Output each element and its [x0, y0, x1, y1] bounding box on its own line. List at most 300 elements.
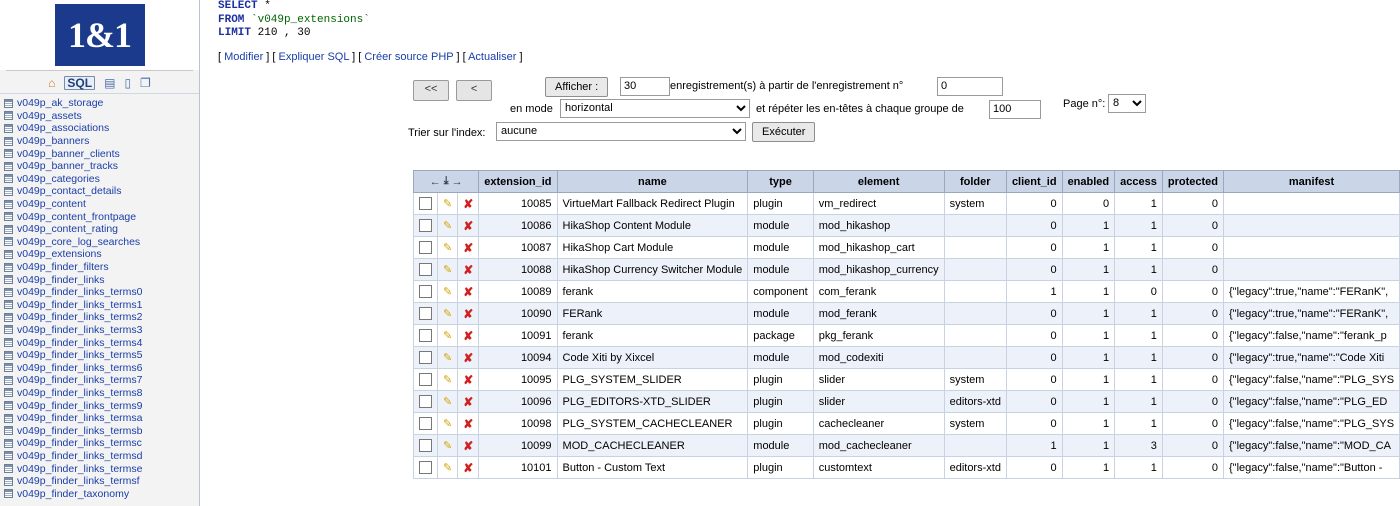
cell-access: 1 [1115, 347, 1163, 369]
list-item[interactable] [0, 424, 199, 437]
bracket: ] [ [263, 50, 279, 63]
cell-name: ferank [557, 325, 748, 347]
sql-line [218, 14, 1230, 28]
table-link[interactable]: v049p_banners [17, 135, 90, 148]
edit-row-cell[interactable] [438, 391, 458, 413]
list-item[interactable] [0, 198, 199, 211]
table-link[interactable]: v049p_finder_filters [17, 261, 109, 274]
prev-page-button[interactable]: < [456, 80, 492, 101]
cell-element: customtext [813, 457, 944, 479]
edit-icon[interactable]: ✎ [443, 308, 453, 320]
row-checkbox[interactable] [419, 219, 432, 232]
table-link[interactable]: v049p_banner_clients [17, 147, 120, 160]
list-item[interactable] [0, 399, 199, 412]
edit-row-cell[interactable] [438, 457, 458, 479]
cell-type: module [748, 435, 813, 457]
cell-client-id: 0 [1006, 413, 1062, 435]
cell-folder [944, 259, 1006, 281]
start-row-input[interactable] [937, 77, 1003, 96]
row-checkbox[interactable] [419, 263, 432, 276]
delete-row-cell[interactable] [458, 413, 479, 435]
cell-manifest: {"legacy":true,"name":"FERanK", [1223, 303, 1399, 325]
table-link[interactable]: v049p_finder_links_terms1 [17, 298, 143, 311]
cell-enabled: 1 [1062, 457, 1115, 479]
page-number-select[interactable] [1108, 94, 1146, 113]
list-item[interactable] [0, 185, 199, 198]
select-left-icon[interactable]: ← [429, 175, 441, 188]
cell-type: plugin [748, 457, 813, 479]
display-mode-select[interactable] [560, 99, 750, 118]
table-icon [4, 338, 13, 347]
table-link[interactable]: v049p_categories [17, 172, 100, 185]
list-item[interactable] [0, 311, 199, 324]
rows-label: enregistrement(s) à partir de l'enregistrement n° [670, 79, 904, 92]
create-php-link[interactable]: Créer source PHP [364, 50, 454, 63]
cell-extension-id: 10090 [479, 303, 557, 325]
list-item[interactable] [0, 475, 199, 488]
table-link[interactable]: v049p_finder_links_terms5 [17, 349, 143, 362]
delete-row-cell[interactable] [458, 369, 479, 391]
delete-icon[interactable]: ✘ [463, 460, 474, 475]
edit-icon[interactable]: ✎ [443, 352, 453, 364]
table-row[interactable] [414, 237, 1400, 259]
sidebar-icon-toolbar [0, 71, 199, 94]
table-link[interactable]: v049p_finder_links_terms0 [17, 286, 143, 299]
row-checkbox[interactable] [419, 461, 432, 474]
cell-name: PLG_SYSTEM_SLIDER [557, 369, 748, 391]
delete-row-cell[interactable] [458, 435, 479, 457]
row-checkbox-cell[interactable] [414, 435, 438, 457]
edit-icon[interactable]: ✎ [443, 374, 453, 386]
edit-icon[interactable]: ✎ [443, 418, 453, 430]
column-header-enabled[interactable]: enabled [1062, 171, 1115, 193]
table-link[interactable]: v049p_finder_links_termsa [17, 412, 143, 425]
table-icon [4, 477, 13, 486]
cell-client-id: 0 [1006, 347, 1062, 369]
row-checkbox[interactable] [419, 285, 432, 298]
table-icon [4, 212, 13, 221]
edit-row-cell[interactable] [438, 193, 458, 215]
table-link[interactable]: v049p_banner_tracks [17, 160, 118, 173]
delete-icon[interactable]: ✘ [463, 306, 474, 321]
table-icon [4, 401, 13, 410]
cell-client-id: 0 [1006, 259, 1062, 281]
row-checkbox-cell[interactable] [414, 303, 438, 325]
table-icon [4, 351, 13, 360]
row-checkbox[interactable] [419, 307, 432, 320]
row-checkbox[interactable] [419, 439, 432, 452]
cell-name: Button - Custom Text [557, 457, 748, 479]
cell-client-id: 0 [1006, 193, 1062, 215]
cell-folder [944, 435, 1006, 457]
list-item[interactable] [0, 349, 199, 362]
cell-folder: system [944, 369, 1006, 391]
list-item[interactable] [0, 223, 199, 236]
sql-keyword: FROM [218, 13, 245, 26]
table-link[interactable]: v049p_content_frontpage [17, 210, 137, 223]
list-item[interactable] [0, 361, 199, 374]
table-icon [4, 388, 13, 397]
edit-row-cell[interactable] [438, 281, 458, 303]
delete-row-cell[interactable] [458, 215, 479, 237]
column-header-name[interactable]: name [557, 171, 748, 193]
delete-icon[interactable]: ✘ [463, 284, 474, 299]
delete-row-cell[interactable] [458, 237, 479, 259]
table-link[interactable]: v049p_finder_links [17, 273, 105, 286]
delete-row-cell[interactable] [458, 193, 479, 215]
table-link[interactable]: v049p_finder_links_terms2 [17, 311, 143, 324]
edit-icon[interactable]: ✎ [443, 396, 453, 408]
cell-element: mod_codexiti [813, 347, 944, 369]
table-row[interactable] [414, 259, 1400, 281]
table-icon [4, 300, 13, 309]
edit-icon[interactable]: ✎ [443, 286, 453, 298]
cell-client-id: 0 [1006, 237, 1062, 259]
cell-access: 1 [1115, 391, 1163, 413]
column-header-element[interactable]: element [813, 171, 944, 193]
edit-row-cell[interactable] [438, 369, 458, 391]
logo-area [0, 0, 199, 70]
cell-manifest: {"legacy":false,"name":"Button - [1223, 457, 1399, 479]
explain-sql-link[interactable]: Expliquer SQL [278, 50, 350, 63]
row-checkbox-cell[interactable] [414, 457, 438, 479]
cell-type: plugin [748, 391, 813, 413]
table-link[interactable]: v049p_content_rating [17, 223, 118, 236]
table-icon [4, 439, 13, 448]
edit-icon[interactable]: ✎ [443, 330, 453, 342]
list-item[interactable] [0, 437, 199, 450]
cell-enabled: 1 [1062, 215, 1115, 237]
table-link[interactable]: v049p_finder_links_termsd [17, 449, 143, 462]
delete-icon[interactable]: ✘ [463, 394, 474, 409]
table-link[interactable]: v049p_finder_links_terms8 [17, 386, 143, 399]
delete-icon[interactable]: ✘ [463, 196, 474, 211]
table-link[interactable]: v049p_ak_storage [17, 97, 104, 110]
column-header-extension-id[interactable]: extension_id [479, 171, 557, 193]
home-icon[interactable]: ⌂ [48, 76, 56, 90]
edit-row-cell[interactable] [438, 435, 458, 457]
list-item[interactable] [0, 374, 199, 387]
delete-row-cell[interactable] [458, 325, 479, 347]
cell-protected: 0 [1162, 303, 1223, 325]
cell-client-id: 0 [1006, 369, 1062, 391]
cell-extension-id: 10095 [479, 369, 557, 391]
edit-row-cell[interactable] [438, 215, 458, 237]
row-checkbox-cell[interactable] [414, 215, 438, 237]
table-link[interactable]: v049p_finder_links_terms4 [17, 336, 143, 349]
row-checkbox[interactable] [419, 417, 432, 430]
cell-manifest: {"legacy":true,"name":"Code Xiti [1223, 347, 1399, 369]
edit-icon[interactable]: ✎ [443, 462, 453, 474]
result-controls [200, 77, 1230, 149]
cell-extension-id: 10087 [479, 237, 557, 259]
list-item[interactable] [0, 135, 199, 148]
cell-extension-id: 10101 [479, 457, 557, 479]
show-button[interactable]: Afficher : [545, 77, 608, 97]
table-icon [4, 363, 13, 372]
table-link[interactable]: v049p_content [17, 198, 86, 211]
edit-row-cell[interactable] [438, 413, 458, 435]
edit-row-cell[interactable] [438, 325, 458, 347]
delete-row-cell[interactable] [458, 391, 479, 413]
table-row[interactable] [414, 457, 1400, 479]
column-header-client-id[interactable]: client_id [1006, 171, 1062, 193]
table-row[interactable] [414, 347, 1400, 369]
cell-protected: 0 [1162, 391, 1223, 413]
cell-extension-id: 10094 [479, 347, 557, 369]
table-link[interactable]: v049p_finder_links_terms9 [17, 399, 143, 412]
list-item[interactable] [0, 299, 199, 312]
sql-text: * [257, 0, 271, 12]
speech-bubble-icon[interactable]: ▯ [124, 76, 132, 90]
column-header-type[interactable]: type [748, 171, 813, 193]
list-item[interactable] [0, 110, 199, 123]
row-checkbox[interactable] [419, 351, 432, 364]
sidebar [0, 0, 200, 506]
table-link[interactable]: v049p_finder_links_terms7 [17, 374, 143, 387]
sql-line [218, 27, 1230, 41]
table-icon [4, 325, 13, 334]
page-number-label: Page n°: [1063, 97, 1106, 110]
cell-folder: system [944, 193, 1006, 215]
list-item[interactable] [0, 160, 199, 173]
refresh-link[interactable]: Actualiser [468, 50, 517, 63]
cell-enabled: 1 [1062, 237, 1115, 259]
cell-manifest: {"legacy":false,"name":"PLG_SYS [1223, 369, 1399, 391]
cell-name: ferank [557, 281, 748, 303]
table-row[interactable] [414, 193, 1400, 215]
sql-icon[interactable]: SQL [64, 76, 95, 90]
table-link[interactable]: v049p_finder_links_termsf [17, 475, 140, 488]
delete-row-cell[interactable] [458, 347, 479, 369]
table-link[interactable]: v049p_extensions [17, 248, 102, 261]
list-item[interactable] [0, 147, 199, 160]
cell-element: com_ferank [813, 281, 944, 303]
delete-row-cell[interactable] [458, 303, 479, 325]
list-item[interactable] [0, 236, 199, 249]
list-item[interactable] [0, 122, 199, 135]
edit-icon[interactable]: ✎ [443, 198, 453, 210]
row-checkbox[interactable] [419, 373, 432, 386]
cell-enabled: 1 [1062, 281, 1115, 303]
table-icon [4, 464, 13, 473]
row-checkbox-cell[interactable] [414, 325, 438, 347]
table-link[interactable]: v049p_core_log_searches [17, 235, 141, 248]
edit-row-cell[interactable] [438, 347, 458, 369]
window-icon[interactable]: ❐ [140, 76, 151, 90]
first-page-button[interactable]: << [413, 80, 449, 101]
edit-icon[interactable]: ✎ [443, 264, 453, 276]
list-item[interactable] [0, 97, 199, 110]
cell-client-id: 0 [1006, 303, 1062, 325]
row-checkbox-cell[interactable] [414, 259, 438, 281]
list-item[interactable] [0, 248, 199, 261]
delete-icon[interactable]: ✘ [463, 350, 474, 365]
table-link[interactable]: v049p_contact_details [17, 185, 122, 198]
row-checkbox-cell[interactable] [414, 237, 438, 259]
results-table-container [413, 170, 1395, 506]
list-item[interactable] [0, 261, 199, 274]
repeat-headers-input[interactable] [989, 100, 1041, 119]
cell-protected: 0 [1162, 369, 1223, 391]
cell-manifest: {"legacy":false,"name":"PLG_SYS [1223, 413, 1399, 435]
edit-icon[interactable]: ✎ [443, 242, 453, 254]
table-row[interactable] [414, 413, 1400, 435]
table-row[interactable] [414, 391, 1400, 413]
table-row[interactable] [414, 215, 1400, 237]
delete-row-cell[interactable] [458, 259, 479, 281]
table-icon [4, 489, 13, 498]
table-row[interactable] [414, 303, 1400, 325]
cell-name: HikaShop Content Module [557, 215, 748, 237]
cell-enabled: 1 [1062, 259, 1115, 281]
delete-icon[interactable]: ✘ [463, 240, 474, 255]
cell-folder [944, 281, 1006, 303]
cell-access: 1 [1115, 215, 1163, 237]
table-link[interactable]: v049p_finder_links_terms3 [17, 323, 143, 336]
cell-manifest: {"legacy":false,"name":"MOD_CA [1223, 435, 1399, 457]
cell-access: 1 [1115, 413, 1163, 435]
sql-keyword: LIMIT [218, 27, 252, 39]
delete-icon[interactable]: ✘ [463, 218, 474, 233]
list-item[interactable] [0, 487, 199, 500]
table-row[interactable] [414, 281, 1400, 303]
cell-enabled: 1 [1062, 435, 1115, 457]
list-item[interactable] [0, 450, 199, 463]
select-right-icon[interactable]: → [451, 175, 463, 188]
delete-row-cell[interactable] [458, 281, 479, 303]
cell-type: package [748, 325, 813, 347]
cell-name: VirtueMart Fallback Redirect Plugin [557, 193, 748, 215]
delete-row-cell[interactable] [458, 457, 479, 479]
table-row[interactable] [414, 369, 1400, 391]
list-item[interactable] [0, 273, 199, 286]
cell-access: 0 [1115, 281, 1163, 303]
main-panel [200, 0, 1395, 506]
cell-type: module [748, 303, 813, 325]
table-link[interactable]: v049p_finder_links_termsb [17, 424, 143, 437]
rows-per-page-input[interactable] [620, 77, 670, 96]
select-down-icon[interactable]: ⤓ [443, 175, 449, 187]
cell-element: vm_redirect [813, 193, 944, 215]
edit-row-cell[interactable] [438, 237, 458, 259]
list-item[interactable] [0, 173, 199, 186]
cell-folder [944, 325, 1006, 347]
list-item[interactable] [0, 462, 199, 475]
table-row[interactable] [414, 435, 1400, 457]
table-link[interactable]: v049p_finder_links_terms6 [17, 361, 143, 374]
cell-extension-id: 10091 [479, 325, 557, 347]
table-icon [4, 237, 13, 246]
documentation-icon[interactable]: ▤ [104, 76, 116, 90]
table-icon [4, 149, 13, 158]
table-link[interactable]: v049p_finder_taxonomy [17, 487, 130, 500]
table-link[interactable]: v049p_finder_links_termse [17, 462, 143, 475]
delete-icon[interactable]: ✘ [463, 262, 474, 277]
cell-type: module [748, 215, 813, 237]
pagination-nav [413, 80, 496, 101]
cell-protected: 0 [1162, 193, 1223, 215]
list-item[interactable] [0, 286, 199, 299]
column-header-access[interactable]: access [1115, 171, 1163, 193]
table-link[interactable]: v049p_assets [17, 109, 82, 122]
cell-folder: editors-xtd [944, 391, 1006, 413]
row-checkbox[interactable] [419, 197, 432, 210]
list-item[interactable] [0, 324, 199, 337]
cell-enabled: 1 [1062, 303, 1115, 325]
delete-icon[interactable]: ✘ [463, 438, 474, 453]
column-header-protected[interactable]: protected [1162, 171, 1223, 193]
edit-row-cell[interactable] [438, 259, 458, 281]
cell-folder [944, 215, 1006, 237]
row-checkbox[interactable] [419, 241, 432, 254]
delete-icon[interactable]: ✘ [463, 372, 474, 387]
cell-name: PLG_EDITORS-XTD_SLIDER [557, 391, 748, 413]
table-list [0, 94, 199, 500]
row-checkbox-cell[interactable] [414, 369, 438, 391]
cell-manifest [1223, 259, 1399, 281]
row-checkbox-cell[interactable] [414, 347, 438, 369]
sort-index-select[interactable] [496, 122, 746, 141]
cell-name: MOD_CACHECLEANER [557, 435, 748, 457]
cell-access: 3 [1115, 435, 1163, 457]
cell-protected: 0 [1162, 435, 1223, 457]
cell-protected: 0 [1162, 325, 1223, 347]
delete-icon[interactable]: ✘ [463, 328, 474, 343]
execute-button[interactable]: Exécuter [752, 122, 815, 142]
cell-enabled: 0 [1062, 193, 1115, 215]
table-icon [4, 187, 13, 196]
row-checkbox-cell[interactable] [414, 391, 438, 413]
table-link[interactable]: v049p_finder_links_termsc [17, 437, 142, 450]
cell-extension-id: 10085 [479, 193, 557, 215]
cell-element: mod_cachecleaner [813, 435, 944, 457]
cell-type: plugin [748, 369, 813, 391]
delete-icon[interactable]: ✘ [463, 416, 474, 431]
cell-extension-id: 10098 [479, 413, 557, 435]
cell-enabled: 1 [1062, 325, 1115, 347]
cell-access: 1 [1115, 325, 1163, 347]
row-checkbox-cell[interactable] [414, 193, 438, 215]
edit-icon[interactable]: ✎ [443, 440, 453, 452]
row-checkbox[interactable] [419, 329, 432, 342]
list-item[interactable] [0, 336, 199, 349]
table-row[interactable] [414, 325, 1400, 347]
row-checkbox-cell[interactable] [414, 413, 438, 435]
list-item[interactable] [0, 210, 199, 223]
table-icon [4, 288, 13, 297]
cell-enabled: 1 [1062, 413, 1115, 435]
sql-text: 210 , 30 [251, 27, 311, 39]
list-item[interactable] [0, 387, 199, 400]
edit-query-link[interactable]: Modifier [224, 50, 264, 63]
row-checkbox-cell[interactable] [414, 281, 438, 303]
cell-element: cachecleaner [813, 413, 944, 435]
sql-query-display [200, 0, 1230, 41]
list-item[interactable] [0, 412, 199, 425]
row-checkbox[interactable] [419, 395, 432, 408]
edit-row-cell[interactable] [438, 303, 458, 325]
mode-label: en mode [510, 102, 553, 115]
edit-icon[interactable]: ✎ [443, 220, 453, 232]
cell-protected: 0 [1162, 457, 1223, 479]
column-header-manifest[interactable]: manifest [1223, 171, 1399, 193]
table-link[interactable]: v049p_associations [17, 122, 110, 135]
cell-enabled: 1 [1062, 369, 1115, 391]
table-icon [4, 313, 13, 322]
column-header-folder[interactable]: folder [944, 171, 1006, 193]
cell-manifest [1223, 193, 1399, 215]
